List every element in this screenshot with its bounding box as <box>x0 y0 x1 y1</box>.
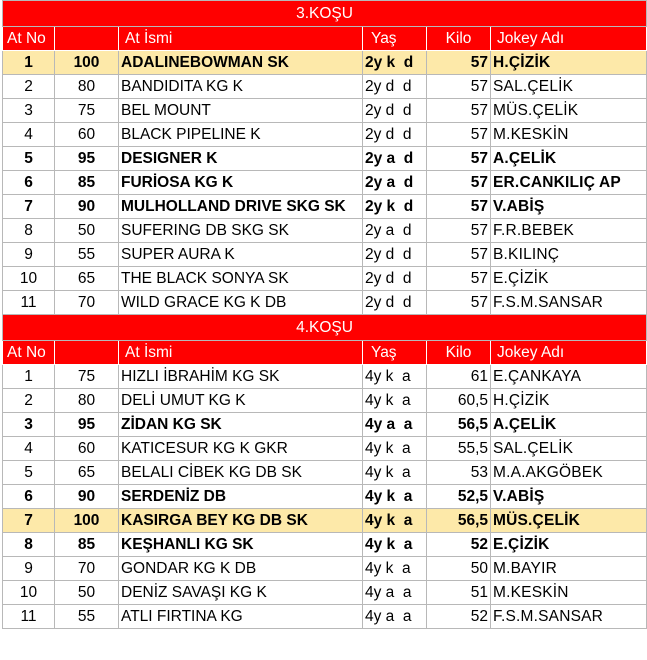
weight-cell: 60,5 <box>427 389 491 413</box>
rating-cell: 60 <box>55 123 119 147</box>
jockey-cell: F.S.M.SANSAR <box>491 605 647 629</box>
age-cell: 4y k a <box>363 557 427 581</box>
jockey-cell: B.KILINÇ <box>491 243 647 267</box>
age-cell: 2y a d <box>363 219 427 243</box>
race-table-body <box>3 1 647 629</box>
horse-name-cell: DELİ UMUT KG K <box>119 389 363 413</box>
table-row <box>3 75 647 99</box>
rating-cell: 80 <box>55 75 119 99</box>
at-no-cell: 9 <box>3 557 55 581</box>
horse-name-cell: BELALI CİBEK KG DB SK <box>119 461 363 485</box>
weight-cell: 61 <box>427 365 491 389</box>
age-cell: 4y k a <box>363 509 427 533</box>
horse-name-cell: BLACK PIPELINE K <box>119 123 363 147</box>
rating-cell: 55 <box>55 605 119 629</box>
jockey-cell: MÜS.ÇELİK <box>491 509 647 533</box>
table-row <box>3 365 647 389</box>
rating-cell: 60 <box>55 437 119 461</box>
header-jockey: Jokey Adı <box>491 341 647 365</box>
header-weight: Kilo <box>427 27 491 51</box>
at-no-cell: 11 <box>3 605 55 629</box>
weight-cell: 57 <box>427 147 491 171</box>
table-row <box>3 171 647 195</box>
age-cell: 4y a a <box>363 413 427 437</box>
age-cell: 4y k a <box>363 461 427 485</box>
rating-cell: 70 <box>55 557 119 581</box>
weight-cell: 57 <box>427 171 491 195</box>
jockey-cell: ER.CANKILIÇ AP <box>491 171 647 195</box>
weight-cell: 52 <box>427 533 491 557</box>
horse-name-cell: ATLI FIRTINA KG <box>119 605 363 629</box>
table-row <box>3 147 647 171</box>
table-row <box>3 267 647 291</box>
rating-cell: 90 <box>55 195 119 219</box>
age-cell: 2y a d <box>363 147 427 171</box>
age-cell: 2y d d <box>363 243 427 267</box>
header-horse-name: At İsmi <box>119 341 363 365</box>
at-no-cell: 11 <box>3 291 55 315</box>
age-cell: 2y d d <box>363 267 427 291</box>
horse-name-cell: DENİZ SAVAŞI KG K <box>119 581 363 605</box>
table-row <box>3 195 647 219</box>
age-cell: 2y d d <box>363 123 427 147</box>
horse-name-cell: THE BLACK SONYA SK <box>119 267 363 291</box>
at-no-cell: 6 <box>3 171 55 195</box>
jockey-cell: E.ÇİZİK <box>491 533 647 557</box>
horse-name-cell: KEŞHANLI KG SK <box>119 533 363 557</box>
jockey-cell: A.ÇELİK <box>491 147 647 171</box>
age-cell: 4y k a <box>363 485 427 509</box>
jockey-cell: F.R.BEBEK <box>491 219 647 243</box>
at-no-cell: 1 <box>3 365 55 389</box>
at-no-cell: 3 <box>3 99 55 123</box>
table-row <box>3 533 647 557</box>
horse-name-cell: WILD GRACE KG K DB <box>119 291 363 315</box>
weight-cell: 51 <box>427 581 491 605</box>
age-cell: 2y k d <box>363 51 427 75</box>
rating-cell: 55 <box>55 243 119 267</box>
horse-name-cell: BEL MOUNT <box>119 99 363 123</box>
rating-cell: 50 <box>55 581 119 605</box>
horse-name-cell: GONDAR KG K DB <box>119 557 363 581</box>
weight-cell: 57 <box>427 123 491 147</box>
rating-cell: 75 <box>55 99 119 123</box>
age-cell: 2y d d <box>363 99 427 123</box>
weight-cell: 57 <box>427 99 491 123</box>
jockey-cell: V.ABİŞ <box>491 485 647 509</box>
rating-cell: 65 <box>55 267 119 291</box>
jockey-cell: SAL.ÇELİK <box>491 75 647 99</box>
jockey-cell: E.ÇİZİK <box>491 267 647 291</box>
horse-name-cell: KATICESUR KG K GKR <box>119 437 363 461</box>
table-row <box>3 605 647 629</box>
at-no-cell: 7 <box>3 509 55 533</box>
rating-cell: 95 <box>55 147 119 171</box>
jockey-cell: M.KESKİN <box>491 123 647 147</box>
at-no-cell: 10 <box>3 581 55 605</box>
table-row <box>3 389 647 413</box>
table-row <box>3 413 647 437</box>
weight-cell: 57 <box>427 51 491 75</box>
header-horse-name: At İsmi <box>119 27 363 51</box>
race-title: 3.KOŞU <box>3 1 647 27</box>
column-header-row <box>3 341 647 365</box>
rating-cell: 80 <box>55 389 119 413</box>
weight-cell: 50 <box>427 557 491 581</box>
jockey-cell: SAL.ÇELİK <box>491 437 647 461</box>
header-jockey: Jokey Adı <box>491 27 647 51</box>
weight-cell: 57 <box>427 291 491 315</box>
weight-cell: 53 <box>427 461 491 485</box>
horse-name-cell: SUPER AURA K <box>119 243 363 267</box>
rating-cell: 50 <box>55 219 119 243</box>
jockey-cell: E.ÇANKAYA <box>491 365 647 389</box>
rating-cell: 75 <box>55 365 119 389</box>
header-weight: Kilo <box>427 341 491 365</box>
column-header-row <box>3 27 647 51</box>
at-no-cell: 4 <box>3 123 55 147</box>
table-row <box>3 437 647 461</box>
header-rating <box>55 341 119 365</box>
jockey-cell: H.ÇİZİK <box>491 389 647 413</box>
horse-name-cell: MULHOLLAND DRIVE SKG SK <box>119 195 363 219</box>
at-no-cell: 5 <box>3 147 55 171</box>
race-title: 4.KOŞU <box>3 315 647 341</box>
rating-cell: 70 <box>55 291 119 315</box>
horse-name-cell: ADALINEBOWMAN SK <box>119 51 363 75</box>
rating-cell: 95 <box>55 413 119 437</box>
header-rating <box>55 27 119 51</box>
table-row <box>3 219 647 243</box>
at-no-cell: 7 <box>3 195 55 219</box>
age-cell: 2y d d <box>363 75 427 99</box>
table-row <box>3 461 647 485</box>
age-cell: 4y a a <box>363 605 427 629</box>
at-no-cell: 2 <box>3 75 55 99</box>
weight-cell: 56,5 <box>427 413 491 437</box>
table-row <box>3 557 647 581</box>
weight-cell: 52,5 <box>427 485 491 509</box>
rating-cell: 100 <box>55 51 119 75</box>
jockey-cell: V.ABİŞ <box>491 195 647 219</box>
race-title-row <box>3 315 647 341</box>
at-no-cell: 8 <box>3 533 55 557</box>
age-cell: 2y d d <box>363 291 427 315</box>
at-no-cell: 6 <box>3 485 55 509</box>
horse-name-cell: HIZLI İBRAHİM KG SK <box>119 365 363 389</box>
table-row <box>3 99 647 123</box>
rating-cell: 100 <box>55 509 119 533</box>
at-no-cell: 9 <box>3 243 55 267</box>
jockey-cell: M.BAYIR <box>491 557 647 581</box>
at-no-cell: 2 <box>3 389 55 413</box>
table-row <box>3 51 647 75</box>
rating-cell: 90 <box>55 485 119 509</box>
jockey-cell: M.KESKİN <box>491 581 647 605</box>
table-row <box>3 485 647 509</box>
age-cell: 4y a a <box>363 581 427 605</box>
weight-cell: 56,5 <box>427 509 491 533</box>
at-no-cell: 1 <box>3 51 55 75</box>
weight-cell: 52 <box>427 605 491 629</box>
jockey-cell: A.ÇELİK <box>491 413 647 437</box>
jockey-cell: F.S.M.SANSAR <box>491 291 647 315</box>
table-row <box>3 581 647 605</box>
at-no-cell: 5 <box>3 461 55 485</box>
at-no-cell: 4 <box>3 437 55 461</box>
horse-name-cell: KASIRGA BEY KG DB SK <box>119 509 363 533</box>
horse-name-cell: SUFERING DB SKG SK <box>119 219 363 243</box>
weight-cell: 57 <box>427 243 491 267</box>
jockey-cell: H.ÇİZİK <box>491 51 647 75</box>
at-no-cell: 3 <box>3 413 55 437</box>
horse-name-cell: BANDIDITA KG K <box>119 75 363 99</box>
header-at-no: At No <box>3 341 55 365</box>
at-no-cell: 10 <box>3 267 55 291</box>
table-row <box>3 123 647 147</box>
horse-name-cell: DESIGNER K <box>119 147 363 171</box>
age-cell: 4y k a <box>363 365 427 389</box>
weight-cell: 55,5 <box>427 437 491 461</box>
age-cell: 4y k a <box>363 437 427 461</box>
horse-name-cell: SERDENİZ DB <box>119 485 363 509</box>
race-title-row <box>3 1 647 27</box>
horse-name-cell: FURİOSA KG K <box>119 171 363 195</box>
age-cell: 4y k a <box>363 389 427 413</box>
horse-name-cell: ZİDAN KG SK <box>119 413 363 437</box>
jockey-cell: MÜS.ÇELİK <box>491 99 647 123</box>
rating-cell: 85 <box>55 533 119 557</box>
weight-cell: 57 <box>427 195 491 219</box>
age-cell: 2y a d <box>363 171 427 195</box>
at-no-cell: 8 <box>3 219 55 243</box>
rating-cell: 65 <box>55 461 119 485</box>
table-row <box>3 509 647 533</box>
header-at-no: At No <box>3 27 55 51</box>
weight-cell: 57 <box>427 267 491 291</box>
age-cell: 4y k a <box>363 533 427 557</box>
age-cell: 2y k d <box>363 195 427 219</box>
table-row <box>3 291 647 315</box>
table-row <box>3 243 647 267</box>
weight-cell: 57 <box>427 219 491 243</box>
weight-cell: 57 <box>427 75 491 99</box>
header-age: Yaş <box>363 27 427 51</box>
header-age: Yaş <box>363 341 427 365</box>
race-table <box>2 0 647 629</box>
rating-cell: 85 <box>55 171 119 195</box>
jockey-cell: M.A.AKGÖBEK <box>491 461 647 485</box>
